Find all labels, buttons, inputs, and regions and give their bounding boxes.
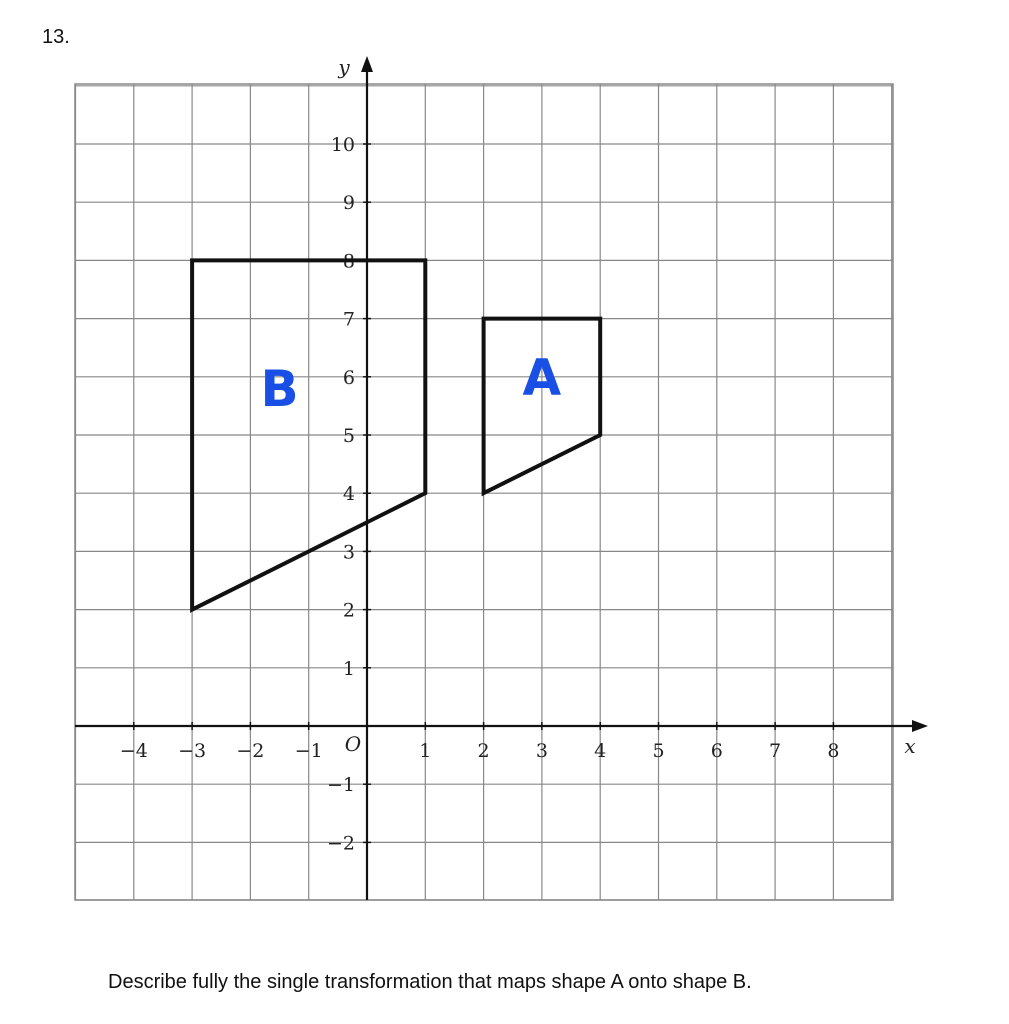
x-tick-label: −2 (236, 740, 265, 762)
y-tick-label: 3 (342, 541, 355, 564)
question-text: Describe fully the single transformation that maps shape A onto shape B. (108, 971, 752, 993)
x-tick-label: 6 (710, 740, 723, 762)
x-axis-label: x (904, 734, 916, 758)
shape-b-label: B (260, 359, 299, 418)
x-axis-arrow-icon (912, 720, 928, 732)
y-axis-arrow-icon (361, 56, 373, 72)
x-tick-label: 5 (652, 740, 665, 762)
shape-a-label: A (522, 348, 562, 407)
origin-label: O (344, 732, 362, 756)
x-tick-label: 3 (535, 740, 548, 762)
y-tick-label: 7 (342, 308, 355, 331)
x-tick-label: 8 (827, 740, 840, 762)
y-tick-label: 10 (330, 134, 355, 156)
x-tick-label: 1 (419, 740, 432, 762)
x-tick-label: 4 (594, 740, 607, 762)
y-tick-label: −2 (326, 832, 355, 855)
x-tick-label: −4 (119, 740, 148, 762)
y-tick-label: 6 (342, 366, 355, 389)
y-axis-label: y (338, 55, 350, 79)
tick-labels (120, 55, 916, 854)
question-number: 13. (42, 26, 70, 48)
x-tick-label: −1 (294, 740, 323, 762)
y-tick-label: −1 (326, 774, 355, 797)
y-tick-label: 8 (342, 250, 355, 273)
y-tick-label: 2 (342, 599, 355, 622)
y-tick-label: 1 (342, 657, 355, 680)
y-tick-label: 4 (342, 483, 355, 506)
x-tick-label: 2 (477, 740, 490, 762)
x-tick-label: 7 (769, 740, 782, 762)
x-tick-label: −3 (178, 740, 207, 762)
y-tick-label: 9 (342, 192, 355, 215)
axes (75, 56, 928, 900)
y-tick-label: 5 (342, 425, 355, 447)
